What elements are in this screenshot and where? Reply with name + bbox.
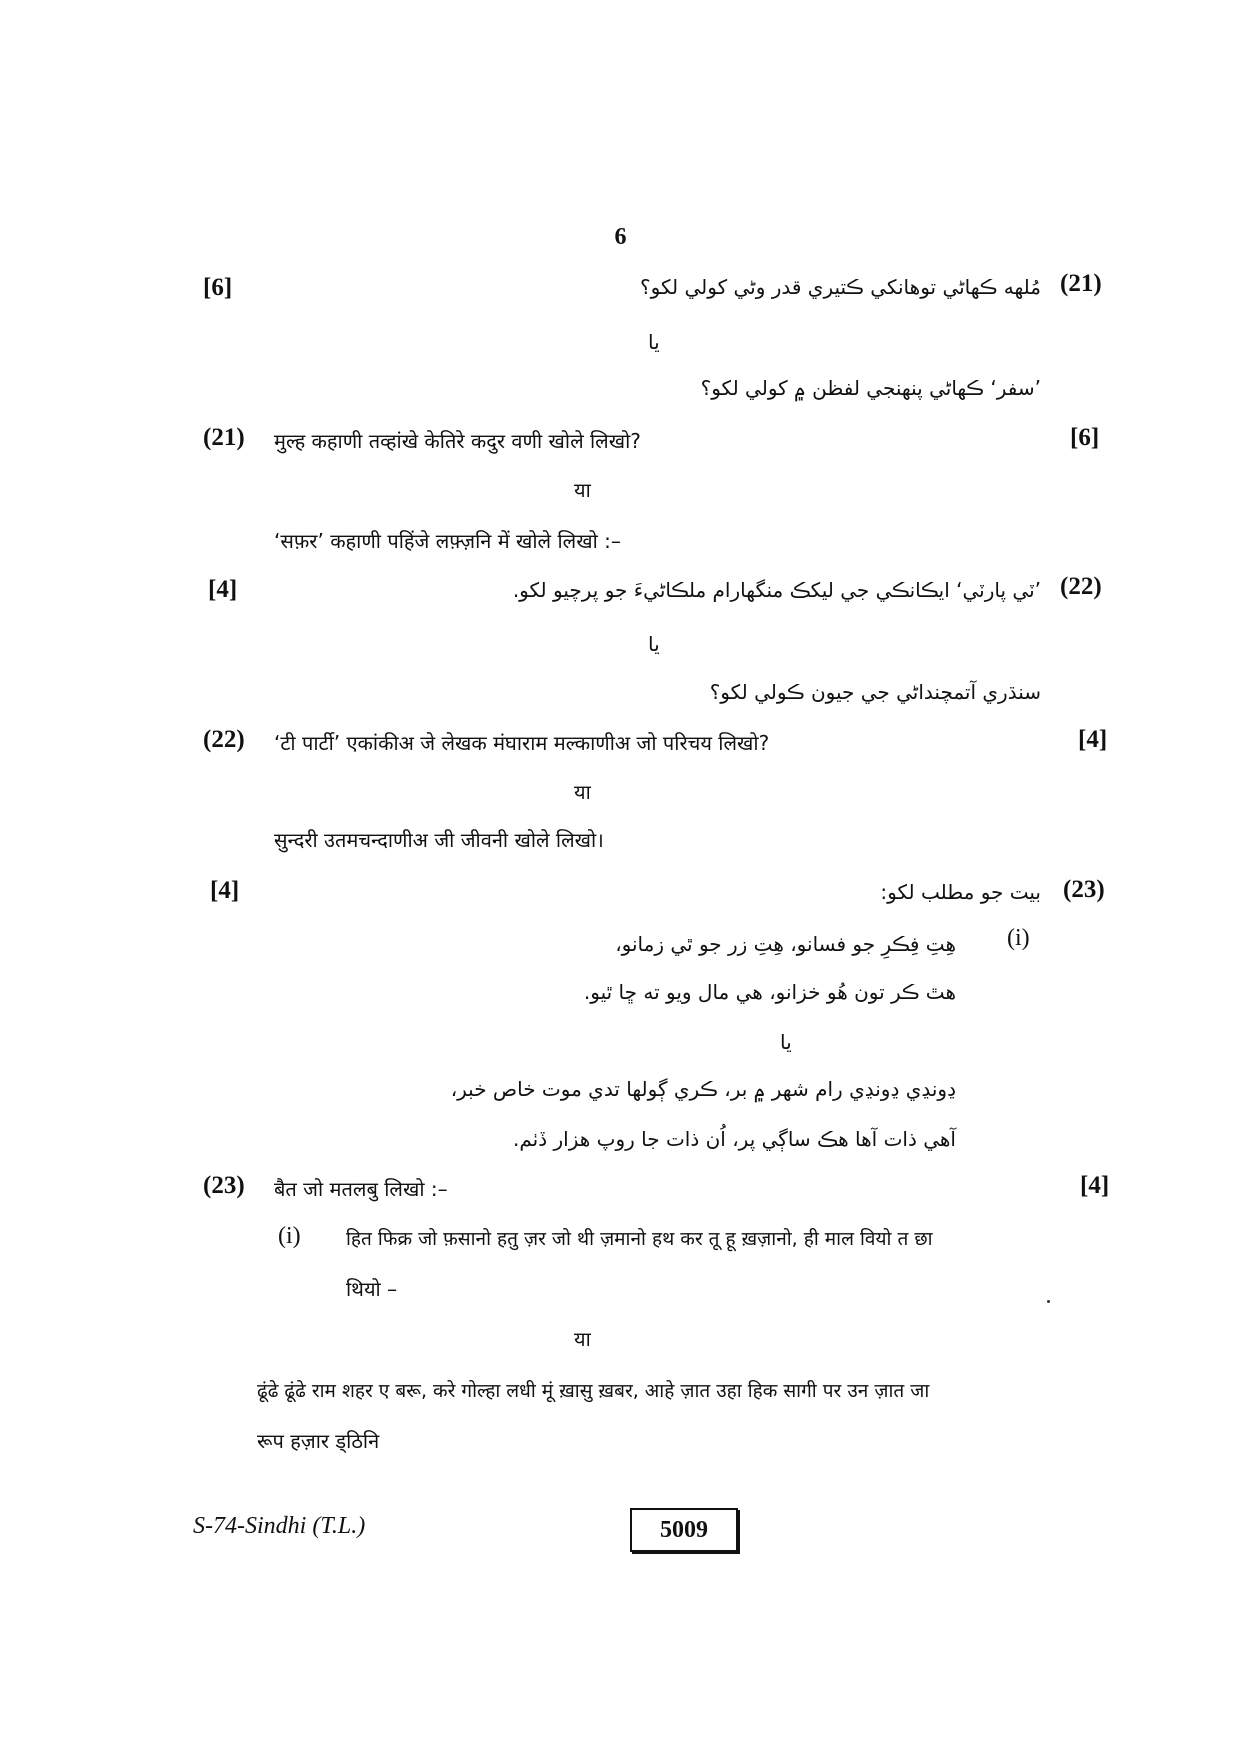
q22-hindi-number: (22) <box>203 726 245 753</box>
q23-hindi-or: या <box>574 1327 591 1351</box>
q23-hindi-text-line-4: रूप हज़ार ड्ठिनि <box>257 1429 380 1453</box>
q23-hindi-prompt: बैत जो मतलबु लिखो :– <box>274 1177 448 1201</box>
q22-hindi-alternative: सुन्दरी उतमचन्दाणीअ जी जीवनी खोले लिखो। <box>274 828 604 852</box>
q22-sindhi-question: ’ٽي پارٽي‘ ايڪانڪي جي ليکڪ منگهارام ملڪاڻيءَ جو پرچيو لکو. <box>512 578 1041 602</box>
q21-hindi-alternative: ‘सफ़र’ कहाणी पहिंजे लफ़्ज़नि में खोले लिखो :– <box>274 529 621 553</box>
q22-sindhi-number: (22) <box>1060 573 1102 600</box>
q21-sindhi-or: يا <box>648 330 660 354</box>
q23-sindhi-verse-line-4: آهي ذات آها هڪ ساڳي پر، اُن ذات جا روپ هزار ڏٺم. <box>513 1127 956 1151</box>
speck-mark <box>1047 1300 1050 1303</box>
q23-sindhi-subpart: (i) <box>1007 925 1030 951</box>
q22-sindhi-marks: [4] <box>208 576 238 603</box>
page-number: 6 <box>614 224 627 250</box>
q23-hindi-marks: [4] <box>1080 1172 1110 1199</box>
q23-sindhi-verse-line-2: هٿ ڪر تون هُو خزانو، هي مال ويو ته ڇا ٿيو. <box>583 980 956 1004</box>
q23-sindhi-verse-line-3: ڍونڍي ڍونڍي رام شهر ۾ بر، ڪري ڳولها تدي موت خاص خبر، <box>450 1077 956 1101</box>
q23-hindi-subpart: (i) <box>278 1223 301 1249</box>
paper-code: S-74-Sindhi (T.L.) <box>193 1513 366 1539</box>
q23-hindi-number: (23) <box>203 1172 245 1199</box>
q23-sindhi-verse-line-1: هِتِ فِڪرِ جو فسانو، هِتِ زر جو ٿي زمانو، <box>615 932 956 956</box>
q23-sindhi-marks: [4] <box>210 877 240 904</box>
q23-hindi-text-line-1: हित फिक्र जो फ़सानो हतु ज़र जो थी ज़मानो हथ कर तू हू ख़ज़ानो, ही माल वियो त छा <box>346 1228 933 1250</box>
q22-hindi-question: ‘टी पार्टी’ एकांकीअ जे लेखक मंघाराम मल्काणीअ जो परिचय लिखो? <box>274 731 770 755</box>
q22-hindi-marks: [4] <box>1078 726 1108 753</box>
q21-sindhi-question: مُلهه ڪهاڻي توهانکي ڪتيري قدر وڻي کولي لکو؟ <box>640 275 1041 299</box>
q21-hindi-or: या <box>574 478 591 502</box>
q21-sindhi-number: (21) <box>1060 270 1102 297</box>
q23-sindhi-number: (23) <box>1063 876 1105 903</box>
q23-sindhi-prompt: بيت جو مطلب لکو: <box>880 880 1041 904</box>
q23-sindhi-or: يا <box>780 1030 792 1054</box>
q21-hindi-marks: [6] <box>1070 424 1100 451</box>
serial-number-box: 5009 <box>630 1508 738 1552</box>
q22-hindi-or: या <box>574 780 591 804</box>
q23-hindi-text-line-3: ढूंढे ढूंढे राम शहर ए बरू, करे गोल्हा लधी मूं ख़ासु ख़बर, आहे ज़ात उहा हिक सागी पर उन ज़ात जा <box>257 1380 930 1402</box>
q22-sindhi-alternative: سنڌري آتمچنداڻي جي جيون ڪولي لکو؟ <box>709 680 1041 704</box>
q21-sindhi-alternative: ’سفر‘ ڪهاڻي پنهنجي لفظن ۾ کولي لکو؟ <box>700 376 1041 400</box>
q23-hindi-text-line-2: थियो – <box>346 1277 398 1301</box>
q21-hindi-question: मुल्ह कहाणी तव्हांखे केतिरे कदुर वणी खोले लिखो? <box>274 429 641 453</box>
q22-sindhi-or: يا <box>648 632 660 656</box>
q21-sindhi-marks: [6] <box>203 274 233 301</box>
q21-hindi-number: (21) <box>203 424 245 451</box>
